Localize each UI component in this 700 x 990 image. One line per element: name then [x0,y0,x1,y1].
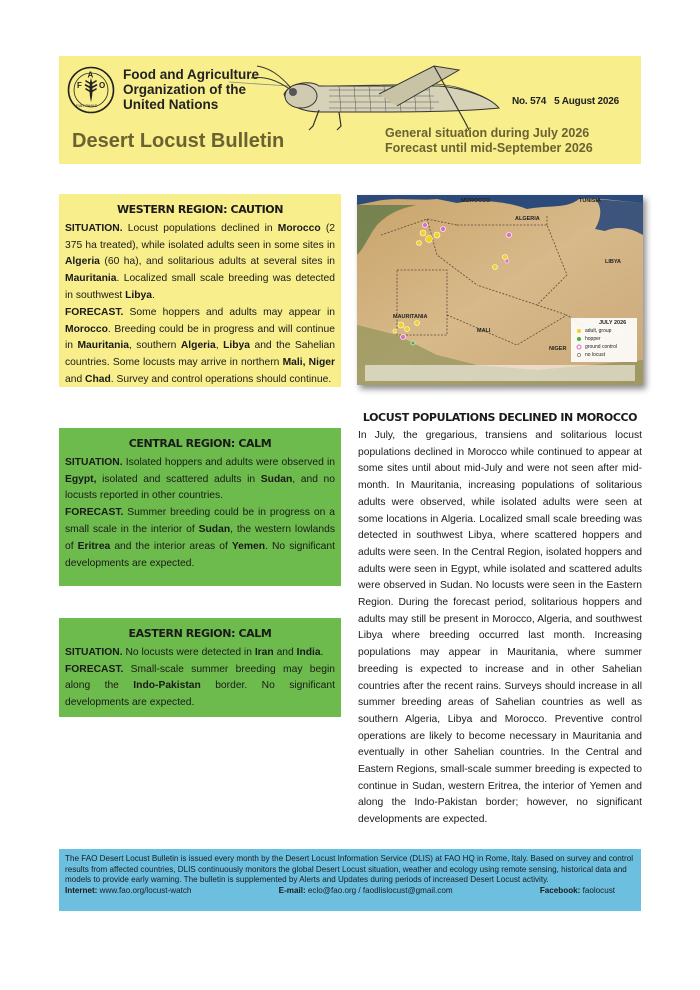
map-label-mali: MALI [477,328,491,334]
issue-info [512,96,619,107]
map-label-niger: NIGER [549,346,567,352]
eastern-forecast [65,662,335,712]
desert-locust-illustration-icon [229,60,529,132]
legend-title: JULY 2026 [599,320,627,326]
country-name: Libya [223,340,251,352]
western-situation [65,221,335,305]
forecast-label: FORECAST. [65,306,124,318]
situation-label: SITUATION. [65,222,123,234]
text-span: isolated and scattered adults in [96,473,261,485]
text-span: No locusts were detected in [122,646,255,658]
issue-date: 5 August 2026 [554,96,619,107]
map-label-tunisia: TUNISIA [579,198,601,204]
text-span: Isolated hoppers and adults were observed in [122,456,335,468]
text-span: (2 375 ha treated), while isolated adults seen in some sites in [65,222,335,251]
text-span: Some hoppers and adults may appear in [123,306,335,318]
text-span: . Survey and control operations should continue. [110,373,332,385]
legend-item-ground-control: ground control [585,344,617,350]
internet-link[interactable]: www.fao.org/locust-watch [97,885,192,895]
org-name-line1: Food and Agriculture [123,67,259,82]
org-name-line3: United Nations [123,97,219,112]
central-region-box [59,428,341,586]
legend-item-no-locust: no locust [585,352,606,358]
country-name: Mauritania [65,273,117,285]
forecast-label: FORECAST. [65,507,124,519]
locust-situation-map [357,195,643,385]
country-name: Iran [254,646,274,658]
article-title: LOCUST POPULATIONS DECLINED IN MOROCCO [362,411,638,424]
country-name: Morocco [65,323,108,335]
country-name: Eritrea [77,540,111,552]
svg-text:F: F [77,81,82,90]
svg-text:FIAT PANIS: FIAT PANIS [76,103,98,108]
country-name: Indo-Pakistan [133,680,201,692]
country-name: Egypt, [65,473,97,485]
text-span: . [320,646,324,658]
text-span: and the Sahelian countries. Some locusts may arrive in northern [65,340,335,369]
issue-number: No. 574 [511,96,547,107]
country-name: Sudan [198,523,231,535]
eastern-region-title: EASTERN REGION: CALM [128,627,272,640]
footer-contacts [65,886,635,897]
text-span: Small-scale summer breeding may begin along the [65,663,335,692]
footer-facebook[interactable] [540,886,615,897]
text-span: . [152,289,155,301]
country-name: Sudan [260,473,293,485]
text-span: , [215,340,224,352]
country-name: Mauritania [77,340,129,352]
svg-text:A: A [87,70,94,80]
legend-item-adult-group: adult, group [585,328,612,334]
facebook-label: Facebook: [539,885,581,895]
text-span: , the western lowlands of [65,523,335,552]
svg-text:O: O [99,81,106,90]
western-forecast [65,305,335,389]
western-region-title: WESTERN REGION: CAUTION [116,203,284,216]
bulletin-title: Desert Locust Bulletin [72,130,285,152]
bulletin-footer [59,849,641,911]
forecast-label: FORECAST. [65,663,124,675]
text-span: , southern [128,340,181,352]
text-span: . Localized small scale breeding was detected in southwest [65,273,335,301]
article-body: In July, the gregarious, transiens and solitarious locust populations declined in Morocco while continued to appear at some sites until about mid-July and were not seen after mid-month. In Mauritania, increasing populations of solitarious adults were observed, while isolated adults were seen at some locations in Algeria. Localized small scale breeding was detected in southwest Libya, where scattered hoppers and adults were seen. In the Central Region, isolated hoppers and adults were seen in Egypt, while isolated and scattered adults were observed in Sudan. No locusts were seen in the Eastern Region. During the forecast period, solitarious hoppers and adults may still be present in Morocco, Algeria, and southwest Libya where breeding occurred last month. Increasing populations may appear in Mauritania, where summer breeding is expected to increase and in other Sahelian countries after the recent rains. Surveys should increase in all summer breeding areas of Sahelian countries as well as southern Algeria, Libya and Morocco. Preventive control operations are likely to become necessary in Mauritania and eventually in other Sahelian countries. In the Central and Eastern Regions, small-scale summer breeding is expected to continue in Sudan, western Eritrea, the interior of Yemen and along the Indo-Pakistan border; however, no significant developments are expected. [358,430,642,826]
footer-description: The FAO Desert Locust Bulletin is issued every month by the Desert Locust Information Service (DLIS) at FAO HQ in Rome, Italy. Based on survey and control results from affected countries, DLIS continuously monitors the global Desert Locust situation, weather and ecology using remote sensing, historical data and models to provide early warning. The bulletin is supplemented by Alerts and Updates during periods of increased Desert Locust activity. [65,854,634,885]
central-region-title: CENTRAL REGION: CALM [128,437,272,450]
legend-item-hopper: hopper [585,336,601,342]
text-span: Summer breeding could be in progress on a small scale in the interior of [65,507,335,535]
main-article [358,411,642,829]
email-label: E-mail: [278,885,306,895]
central-forecast [65,505,335,572]
country-name: Yemen [231,540,266,552]
map-label-libya: LIBYA [605,259,621,265]
fao-logo-icon [67,66,115,114]
org-name-line2: Organization of the [123,82,246,97]
eastern-region-box [59,618,341,717]
text-span: (60 ha), and solitarious adults at several sites in [99,256,335,268]
country-name: Morocco [277,222,321,234]
footer-email[interactable] [279,886,453,897]
subtitle-situation: General situation during July 2026 [385,126,590,140]
central-situation [65,455,335,505]
internet-label: Internet: [65,885,98,895]
text-span: , and no locusts reported in other countries. [65,473,336,502]
text-span: and the interior areas of [110,540,232,552]
country-name: Mali, Niger [282,357,335,369]
text-span: border. No significant developments are expected. [65,680,335,709]
bulletin-header [59,56,641,164]
map-label-algeria: ALGERIA [515,216,540,222]
text-span: and [273,646,297,658]
map-label-mauritania: MAURITANIA [393,314,428,320]
country-name: Chad [85,373,111,385]
situation-label: SITUATION. [65,456,123,468]
text-span: . No significant developments are expected. [65,540,335,569]
email-link[interactable]: eclo@fao.org / faodlislocust@gmail.com [305,885,453,895]
bulletin-subtitle [385,126,593,155]
text-span: . Breeding could be in progress and will continue in [65,323,335,352]
country-name: Algeria [65,256,100,268]
subtitle-forecast: Forecast until mid-September 2026 [385,140,593,155]
text-span: Locust populations declined in [122,222,278,234]
facebook-link[interactable]: faolocust [580,885,615,895]
western-region-box [59,194,341,387]
footer-internet[interactable] [65,886,191,897]
country-name: Algeria [180,340,216,352]
situation-label: SITUATION. [65,646,123,658]
eastern-situation [65,645,335,662]
country-name: Libya [125,289,153,301]
country-name: India [296,646,321,658]
map-label-morocco: MOROCCO [461,198,491,204]
text-span: and [65,373,86,385]
